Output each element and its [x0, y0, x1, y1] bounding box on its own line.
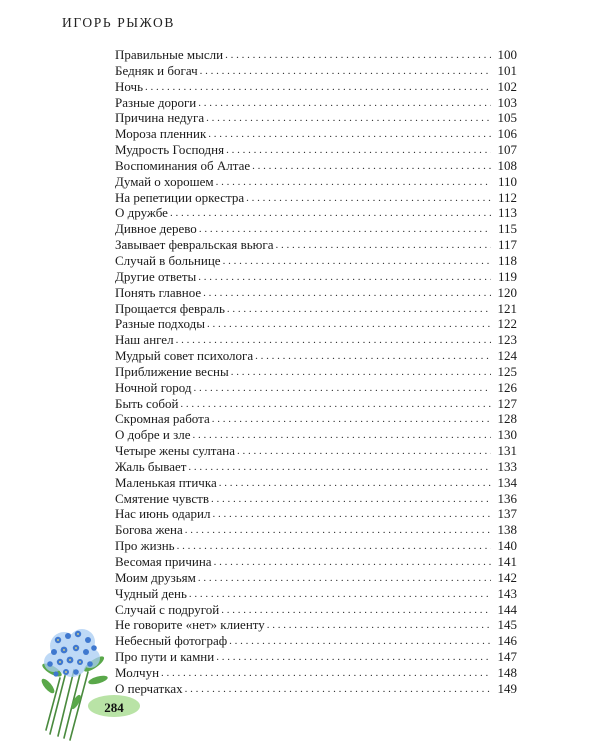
toc-entry	[115, 491, 517, 507]
toc-entry-page: 127	[497, 395, 517, 411]
toc-entry	[115, 506, 517, 522]
toc-entry-page: 124	[497, 348, 517, 364]
toc-entry	[115, 586, 517, 602]
toc-entry-page: 125	[497, 363, 517, 379]
toc-entry-page: 108	[497, 157, 517, 173]
toc-entry	[115, 427, 517, 443]
dot-leader	[208, 127, 491, 143]
toc-entry-page: 122	[497, 316, 517, 332]
toc-entry-page: 149	[497, 680, 517, 696]
toc-entry	[115, 459, 517, 475]
toc-entry-page: 140	[497, 538, 517, 554]
toc-entry	[115, 47, 517, 63]
toc-entry-title: Мудрый совет психолога	[115, 348, 254, 364]
toc-entry	[115, 205, 517, 221]
toc-entry	[115, 380, 517, 396]
toc-entry-page: 146	[497, 633, 517, 649]
dot-leader	[226, 143, 491, 159]
dot-leader	[219, 476, 491, 492]
toc-entry	[115, 174, 517, 190]
toc-entry-page: 118	[497, 252, 517, 268]
toc-entry-page: 101	[497, 62, 517, 78]
toc-entry-title: Не говорите «нет» клиенту	[115, 617, 265, 633]
toc-entry-page: 106	[497, 126, 517, 142]
dot-leader	[252, 159, 491, 175]
running-head: ИГОРЬ РЫЖОВ	[62, 15, 175, 30]
toc-entry	[115, 396, 517, 412]
toc-entry-page: 144	[497, 601, 517, 617]
toc-entry-page: 143	[497, 585, 517, 601]
dot-leader	[199, 222, 491, 238]
toc-entry-title: Завывает февральская вьюга	[115, 237, 274, 253]
toc-entry-page: 103	[497, 94, 517, 110]
toc-entry	[115, 79, 517, 95]
dot-leader	[229, 634, 491, 650]
dot-leader	[193, 428, 492, 444]
toc-entry	[115, 158, 517, 174]
dot-leader	[212, 507, 491, 523]
toc-entry-page: 130	[497, 427, 517, 443]
toc-entry-title: Дивное дерево	[115, 221, 197, 237]
toc-entry-title: Ночной город	[115, 379, 192, 395]
toc-entry-title: Думай о хорошем	[115, 173, 214, 189]
dot-leader	[231, 365, 491, 381]
dot-leader	[198, 571, 491, 587]
dot-leader	[176, 333, 491, 349]
toc-entry-page: 120	[497, 284, 517, 300]
toc-entry-title: Богова жена	[115, 522, 183, 538]
toc-entry	[115, 190, 517, 206]
toc-entry	[115, 285, 517, 301]
toc-entry-title: Приближение весны	[115, 363, 229, 379]
toc-entry-page: 131	[497, 443, 517, 459]
toc-entry-title: О перчатках	[115, 680, 183, 696]
toc-entry-page: 115	[497, 221, 517, 237]
toc-entry-page: 136	[497, 490, 517, 506]
toc-entry-page: 121	[497, 300, 517, 316]
toc-entry	[115, 681, 517, 697]
toc-entry-title: Случай в больнице	[115, 252, 221, 268]
dot-leader	[180, 397, 491, 413]
dot-leader	[198, 270, 491, 286]
toc-entry-title: Маленькая птичка	[115, 474, 217, 490]
toc-entry-title: Мудрость Господня	[115, 142, 225, 158]
toc-entry-title: Нас июнь одарил	[115, 506, 211, 522]
toc-entry-title: Мороза пленник	[115, 126, 207, 142]
toc-entry	[115, 237, 517, 253]
toc-entry	[115, 522, 517, 538]
toc-entry	[115, 602, 517, 618]
dot-leader	[200, 64, 491, 80]
dot-leader	[216, 650, 491, 666]
toc-entry	[115, 316, 517, 332]
dot-leader	[203, 286, 491, 302]
dot-leader	[211, 492, 491, 508]
dot-leader	[185, 523, 491, 539]
toc-entry-page: 110	[497, 173, 517, 189]
toc-entry-page: 137	[497, 506, 517, 522]
page-number: 284	[104, 700, 124, 715]
dot-leader	[255, 349, 491, 365]
toc-entry	[115, 617, 517, 633]
toc-entry	[115, 538, 517, 554]
toc-entry	[115, 570, 517, 586]
toc-entry	[115, 475, 517, 491]
toc-entry-title: Молчун	[115, 664, 160, 680]
toc-entry-page: 113	[497, 205, 517, 221]
toc-entry-page: 142	[497, 569, 517, 585]
toc-entry-page: 133	[497, 458, 517, 474]
toc-entry-title: Причина недуга	[115, 110, 205, 126]
toc-entry-title: Небесный фотограф	[115, 633, 228, 649]
dot-leader	[170, 206, 491, 222]
table-of-contents	[115, 47, 517, 697]
toc-entry	[115, 633, 517, 649]
toc-entry-title: На репетиции оркестра	[115, 189, 245, 205]
forget-me-not-bouquet-icon	[36, 622, 140, 744]
toc-entry	[115, 649, 517, 665]
toc-entry-page: 100	[497, 47, 517, 62]
toc-entry-title: Разные подходы	[115, 316, 206, 332]
toc-entry-title: Про пути и камни	[115, 649, 215, 665]
toc-entry-title: Смятение чувств	[115, 490, 209, 506]
toc-entry-title: Ночь	[115, 78, 144, 94]
dot-leader	[221, 603, 491, 619]
toc-entry-page: 148	[497, 664, 517, 680]
dot-leader	[267, 618, 491, 634]
toc-entry	[115, 665, 517, 681]
toc-entry	[115, 269, 517, 285]
toc-entry	[115, 126, 517, 142]
toc-entry-title: О добре и зле	[115, 427, 191, 443]
toc-entry-page: 147	[497, 649, 517, 665]
toc-entry	[115, 411, 517, 427]
dot-leader	[189, 587, 491, 603]
dot-leader	[194, 381, 491, 397]
dot-leader	[188, 460, 491, 476]
toc-entry-page: 138	[497, 522, 517, 538]
toc-entry	[115, 110, 517, 126]
toc-entry-title: Случай с подругой	[115, 601, 220, 617]
toc-entry-page: 134	[497, 474, 517, 490]
toc-entry-title: Чудный день	[115, 585, 187, 601]
toc-entry-page: 102	[497, 78, 517, 94]
dot-leader	[207, 317, 491, 333]
toc-entry-page: 119	[497, 268, 517, 284]
toc-entry-title: Моим друзьям	[115, 569, 196, 585]
toc-entry	[115, 221, 517, 237]
toc-entry-page: 105	[497, 110, 517, 126]
toc-entry-title: О дружбе	[115, 205, 168, 221]
toc-entry-page: 145	[497, 617, 517, 633]
toc-entry-title: Правильные мысли	[115, 47, 224, 62]
toc-entry-title: Быть собой	[115, 395, 179, 411]
dot-leader	[206, 111, 491, 127]
toc-entry-title: Бедняк и богач	[115, 62, 198, 78]
toc-entry-title: Весомая причина	[115, 554, 212, 569]
toc-entry-title: Понять главное	[115, 284, 202, 300]
dot-leader	[237, 444, 491, 460]
toc-entry-page: 123	[497, 332, 517, 348]
toc-entry	[115, 364, 517, 380]
toc-entry	[115, 301, 517, 317]
toc-entry	[115, 142, 517, 158]
toc-entry-page: 141	[497, 554, 517, 569]
dot-leader	[212, 412, 491, 428]
toc-entry	[115, 95, 517, 111]
toc-entry-title: Жаль бывает	[115, 458, 187, 474]
toc-entry	[115, 253, 517, 269]
dot-leader	[145, 80, 491, 96]
toc-entry-title: Другие ответы	[115, 268, 197, 284]
dot-leader	[227, 302, 491, 318]
dot-leader	[216, 175, 491, 191]
dot-leader	[223, 254, 491, 270]
toc-entry-page: 126	[497, 379, 517, 395]
toc-entry-title: Воспоминания об Алтае	[115, 157, 251, 173]
toc-entry-title: Разные дороги	[115, 94, 197, 110]
toc-entry-page: 128	[497, 411, 517, 427]
dot-leader	[214, 555, 491, 571]
toc-entry	[115, 332, 517, 348]
toc-entry-title: Прощается февраль	[115, 300, 225, 316]
toc-entry-title: Про жизнь	[115, 538, 175, 554]
dot-leader	[246, 191, 491, 207]
toc-entry	[115, 554, 517, 570]
toc-entry-page: 112	[497, 189, 517, 205]
toc-entry	[115, 63, 517, 79]
toc-entry-title: Наш ангел	[115, 332, 174, 348]
dot-leader	[276, 238, 492, 254]
toc-entry-page: 107	[497, 142, 517, 158]
toc-entry-page: 117	[497, 237, 517, 253]
dot-leader	[225, 48, 491, 64]
dot-leader	[185, 682, 491, 698]
dot-leader	[198, 96, 491, 112]
toc-entry	[115, 348, 517, 364]
toc-entry-title: Скромная работа	[115, 411, 210, 427]
toc-entry-title: Четыре жены султана	[115, 443, 236, 459]
dot-leader	[161, 666, 491, 682]
toc-entry	[115, 443, 517, 459]
dot-leader	[177, 539, 491, 555]
